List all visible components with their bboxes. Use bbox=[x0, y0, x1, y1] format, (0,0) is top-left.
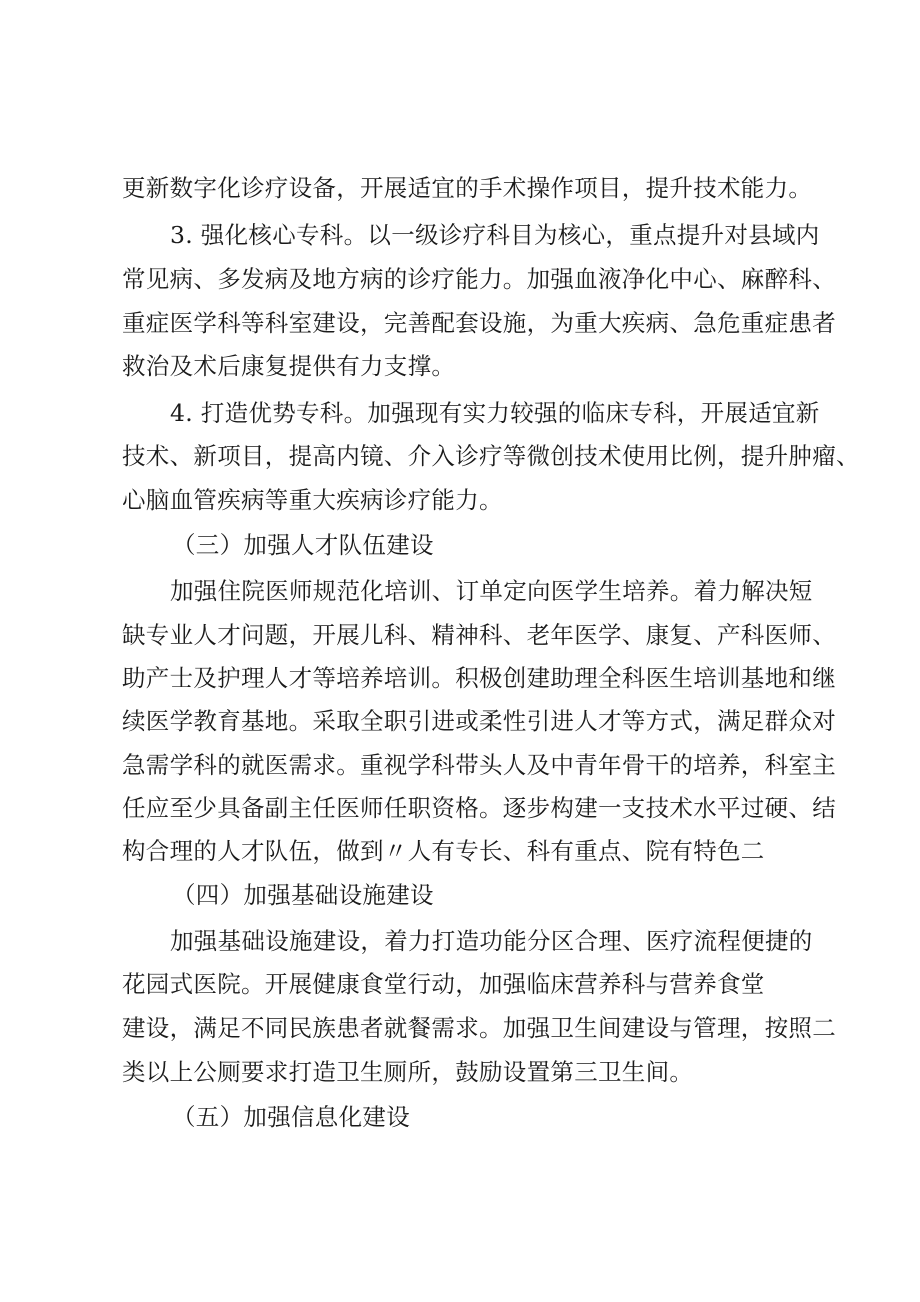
paragraph-line: 更新数字化诊疗设备，开展适宜的手术操作项目，提升技术能力。 bbox=[122, 174, 813, 202]
paragraph-line: 类以上公厕要求打造卫生厕所，鼓励设置第三卫生间。 bbox=[122, 1058, 694, 1086]
paragraph-line: 4. 打造优势专科。加强现有实力较强的临床专科，开展适宜新 bbox=[170, 399, 820, 427]
section-heading: （三）加强人才队伍建设 bbox=[172, 531, 434, 559]
paragraph-line: 构合理的人才队伍，做到〃人有专长、科有重点、院有特色二 bbox=[122, 837, 765, 865]
paragraph-line: 续医学教育基地。采取全职引进或柔性引进人才等方式，满足群众对 bbox=[122, 707, 836, 735]
section-heading: （五）加强信息化建设 bbox=[172, 1103, 410, 1131]
paragraph-line: 任应至少具备副主任医师任职资格。逐步构建一支技术水平过硬、结 bbox=[122, 794, 836, 822]
paragraph-line: 技术、新项目，提高内镜、介入诊疗等微创技术使用比例，提升肿瘤、 bbox=[122, 442, 860, 470]
paragraph-line: 心脑血管疾病等重大疾病诊疗能力。 bbox=[122, 486, 503, 514]
paragraph-line: 3. 强化核心专科。以一级诊疗科目为核心，重点提升对县域内 bbox=[170, 221, 820, 249]
paragraph-line: 重症医学科等科室建设，完善配套设施，为重大疾病、急危重症患者 bbox=[122, 309, 836, 337]
paragraph-line: 加强住院医师规范化培训、订单定向医学生培养。着力解决短 bbox=[170, 577, 813, 605]
paragraph-line: 建设，满足不同民族患者就餐需求。加强卫生间建设与管理，按照二 bbox=[122, 1014, 836, 1042]
section-heading: （四）加强基础设施建设 bbox=[172, 881, 434, 909]
paragraph-line: 常见病、多发病及地方病的诊疗能力。加强血液净化中心、麻醉科、 bbox=[122, 265, 836, 293]
paragraph-line: 急需学科的就医需求。重视学科带头人及中青年骨干的培养，科室主 bbox=[122, 751, 836, 779]
paragraph-line: 花园式医院。开展健康食堂行动，加强临床营养科与营养食堂 bbox=[122, 970, 765, 998]
paragraph-line: 助产士及护理人才等培养培训。积极创建助理全科医生培训基地和继 bbox=[122, 664, 836, 692]
paragraph-line: 救治及术后康复提供有力支撑。 bbox=[122, 352, 456, 380]
paragraph-line: 缺专业人才问题，开展儿科、精神科、老年医学、康复、产科医师、 bbox=[122, 621, 836, 649]
paragraph-line: 加强基础设施建设，着力打造功能分区合理、医疗流程便捷的 bbox=[170, 927, 813, 955]
